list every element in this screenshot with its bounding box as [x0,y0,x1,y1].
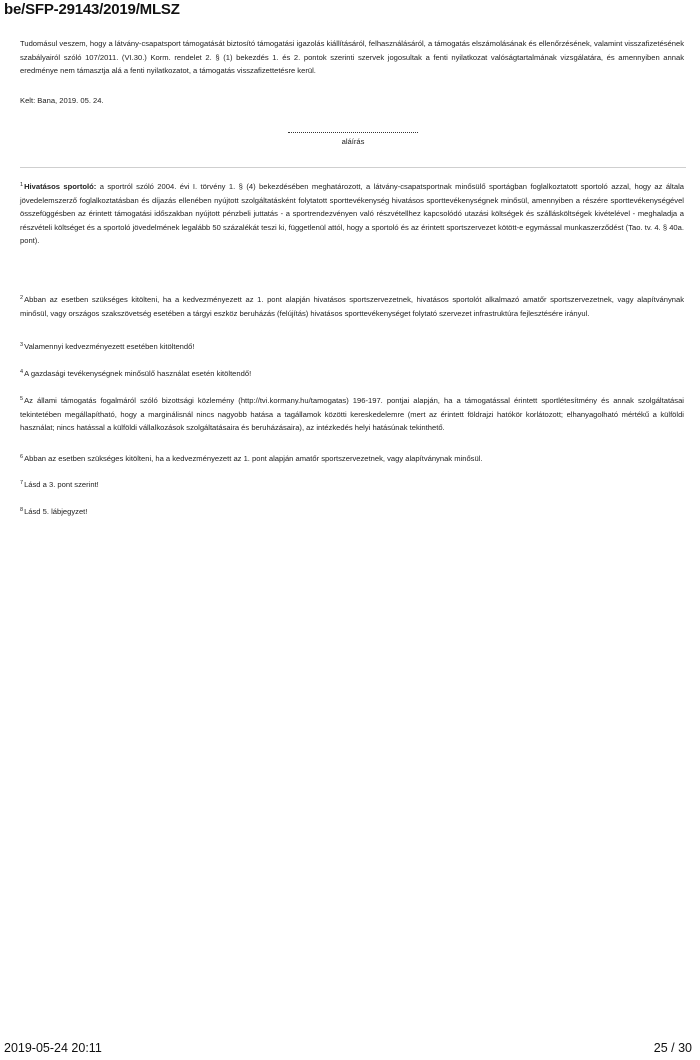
footnote-number: 5 [20,396,24,402]
signature-line [288,124,418,133]
footnote-text: a sportról szóló 2004. évi I. törvény 1. § (4) bekezdésében meghatározott, a látvány-csapatsportnak minősülő sportágban foglalkoztatott sportoló azzal, hogy az általa jövedelemszerző foglalkoztatásban és díjazás ellenében nyújtott szolgáltatásként folytatott sporttevékenység hivatásos sporttevékenységnek minősül, amennyiben a részére sporttevékenységével összefüggésben az érintett támogatási időszakban nyújtott pénzbeli juttatás - a sportrendezvényen való részvétellhez kapcsolódó utazási költségek és szállásköltségek kivételével - meghaladja a részvételi költséget és a sportoló jövedelmének legalább 50 százalékát teszi ki, függetlenül attól, hogy a sportoló és az érintett sportszervezet kötött-e egymással munkaszerződést (Tao. tv. 4. § 40a. pont). [20,182,684,245]
footnote-7 [20,478,684,492]
footnote-divider [20,167,686,168]
footnote-5 [20,394,684,435]
footnote-number: 1 [20,182,24,188]
footnote-8 [20,505,684,519]
signature-label: aláírás [341,137,365,146]
footnote-4 [20,367,684,381]
footnote-1 [20,180,684,248]
footnote-number: 6 [20,454,24,460]
footnote-number: 8 [20,507,24,513]
footer-timestamp: 2019-05-24 20:11 [4,1041,102,1055]
footnote-text: Valamennyi kedvezményezett esetében kitöltendő! [24,342,195,351]
footnote-text: Lásd 5. lábjegyzet! [24,507,88,516]
footnote-text: A gazdasági tevékenységnek minősülő használat esetén kitöltendő! [24,369,252,378]
footnote-2 [20,293,684,320]
footnote-term: Hivatásos sportoló: [24,182,97,191]
date-line: Kelt: Bana, 2019. 05. 24. [20,96,104,105]
page-number: 25 / 30 [653,1041,692,1055]
footnote-number: 2 [20,295,24,301]
footnote-number: 7 [20,480,24,486]
footnote-6 [20,452,684,466]
footnote-text: Abban az esetben szükséges kitölteni, ha a kedvezményezett az 1. pont alapján amatőr sportszervezetnek, vagy alapítványnak minősül. [24,454,483,463]
document-id: be/SFP-29143/2019/MLSZ [4,1,180,18]
footnote-text: Az állami támogatás fogalmáról szóló bizottsági közlemény (http://tvi.kormany.hu/tamogatas) 196-197. pontjai alapján, ha a támogatással érintett sportlétesítmény és annak szolgáltatásai tekintetében megállapítható, hogy a marginálisnál nincs nagyobb hatása a tagállamok közötti kereskedelemre (mert az érintett földrajzi hatókör korlátozott; elhanyagolható mértékű a külföldi használat; nincs hatással a külföldi vállalkozások szolgáltatásaira és beruházásaira), az intézkedés helyi hatásúnak tekinthető. [20,396,684,432]
footnote-3 [20,340,684,354]
footnote-number: 4 [20,369,24,375]
footnote-text: Abban az esetben szükséges kitölteni, ha a kedvezményezett az 1. pont alapján hivatásos sportszervezetnek, hivatásos sportolót alkalmazó amatőr sportszervezetnek, vagy alapítványnak minősül, vagy országos szakszövetség esetében a tárgyi eszköz beruházás (felújítás) hivatásos sporttevékenységet folytató szervezet infrastruktúra fejlesztésére irányul. [20,295,684,318]
footnote-number: 3 [20,342,24,348]
footnote-text: Lásd a 3. pont szerint! [24,480,99,489]
declaration-paragraph: Tudomásul veszem, hogy a látvány-csapatsport támogatását biztosító támogatási igazolás kiállításáról, felhasználásáról, a támogatás elszámolásának és ellenőrzésének, valamint visszafizetésének szabályairól szóló 107/2011. (VI.30.) Korm. rendelet 2. § (1) bekezdés 1. és 2. pontok szerinti szervek jogosultak a fenti nyilatkozat valóságtartalmának vizsgálatára, és amennyiben annak eredménye nem támasztja alá a fenti nyilatkozatot, a támogatás visszafizettetésre kerül. [20,39,684,75]
